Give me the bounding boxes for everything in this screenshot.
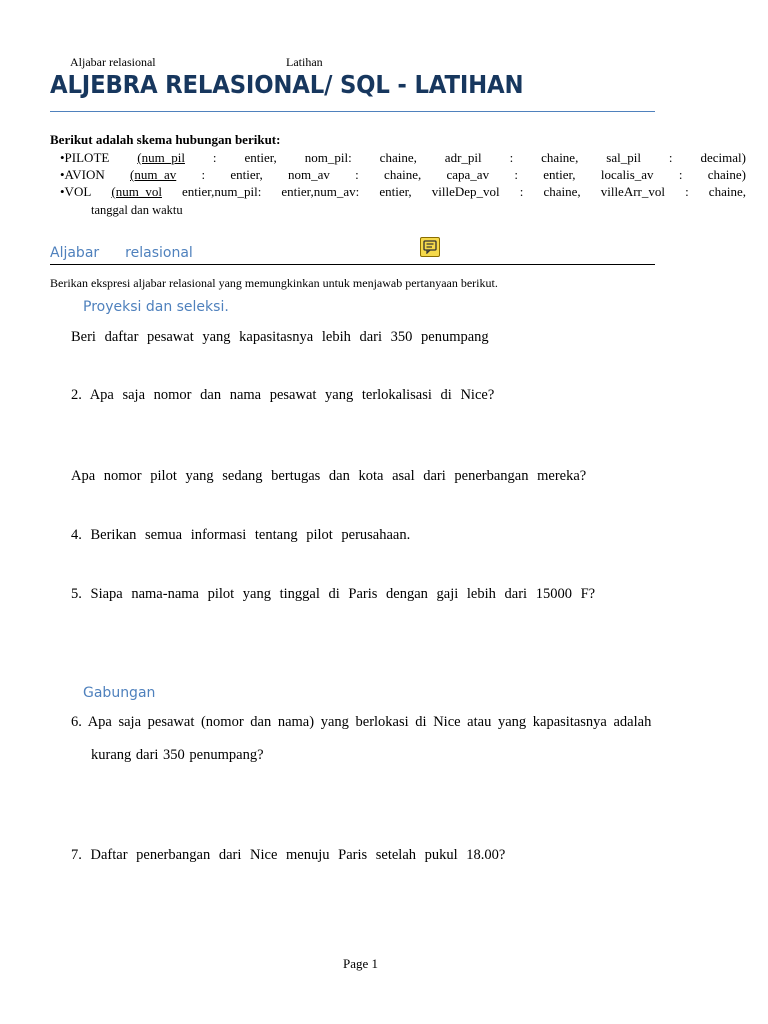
question-3: Apa nomor pilot yang sedang bertugas dan kota asal dari penerbangan mereka? <box>71 468 587 484</box>
page-title: ALJEBRA RELASIONAL/ SQL - LATIHAN <box>50 70 524 99</box>
schema-pilote: •PILOTE (num_pil : entier, nom_pil: chaine, adr_pil : chaine, sal_pil : decimal) <box>60 150 746 165</box>
section-divider <box>50 264 655 265</box>
instruction-text: Berikan ekspresi aljabar relasional yang memungkinkan untuk menjawab pertanyaan berikut. <box>50 276 498 290</box>
section-aljabar-relasional: Aljabar relasional <box>50 245 193 261</box>
question-7: 7. Daftar penerbangan dari Nice menuju Paris setelah pukul 18.00? <box>71 847 506 863</box>
question-2: 2. Apa saja nomor dan nama pesawat yang terlokalisasi di Nice? <box>71 387 495 403</box>
header-left: Aljabar relasional <box>70 55 156 69</box>
title-divider <box>50 111 655 112</box>
schema-vol: •VOL (num_vol entier,num_pil: entier,num_av: entier, villeDep_vol : chaine, villeArr_vol : chaine, <box>60 184 746 199</box>
comment-note-icon[interactable] <box>420 237 440 257</box>
question-5: 5. Siapa nama-nama pilot yang tinggal di Paris dengan gaji lebih dari 15000 F? <box>71 586 596 602</box>
question-6-line1: 6. Apa saja pesawat (nomor dan nama) yang berlokasi di Nice atau yang kapasitasnya adalah <box>71 714 652 730</box>
note-glyph-icon <box>423 240 437 254</box>
schema-vol-continuation: tanggal dan waktu <box>91 203 183 217</box>
schema-intro: Berikut adalah skema hubungan berikut: <box>50 132 281 147</box>
header-right: Latihan <box>286 55 323 69</box>
subsection-gabungan: Gabungan <box>83 685 156 701</box>
page-number: Page 1 <box>343 956 379 971</box>
question-6-line2: kurang dari 350 penumpang? <box>91 747 264 763</box>
schema-avion: •AVION (num_av : entier, nom_av : chaine, capa_av : entier, localis_av : chaine) <box>60 167 746 182</box>
schema-block <box>60 150 746 218</box>
question-4: 4. Berikan semua informasi tentang pilot perusahaan. <box>71 527 411 543</box>
subsection-proyeksi: Proyeksi dan seleksi. <box>83 299 229 315</box>
question-1: Beri daftar pesawat yang kapasitasnya lebih dari 350 penumpang <box>71 329 489 345</box>
